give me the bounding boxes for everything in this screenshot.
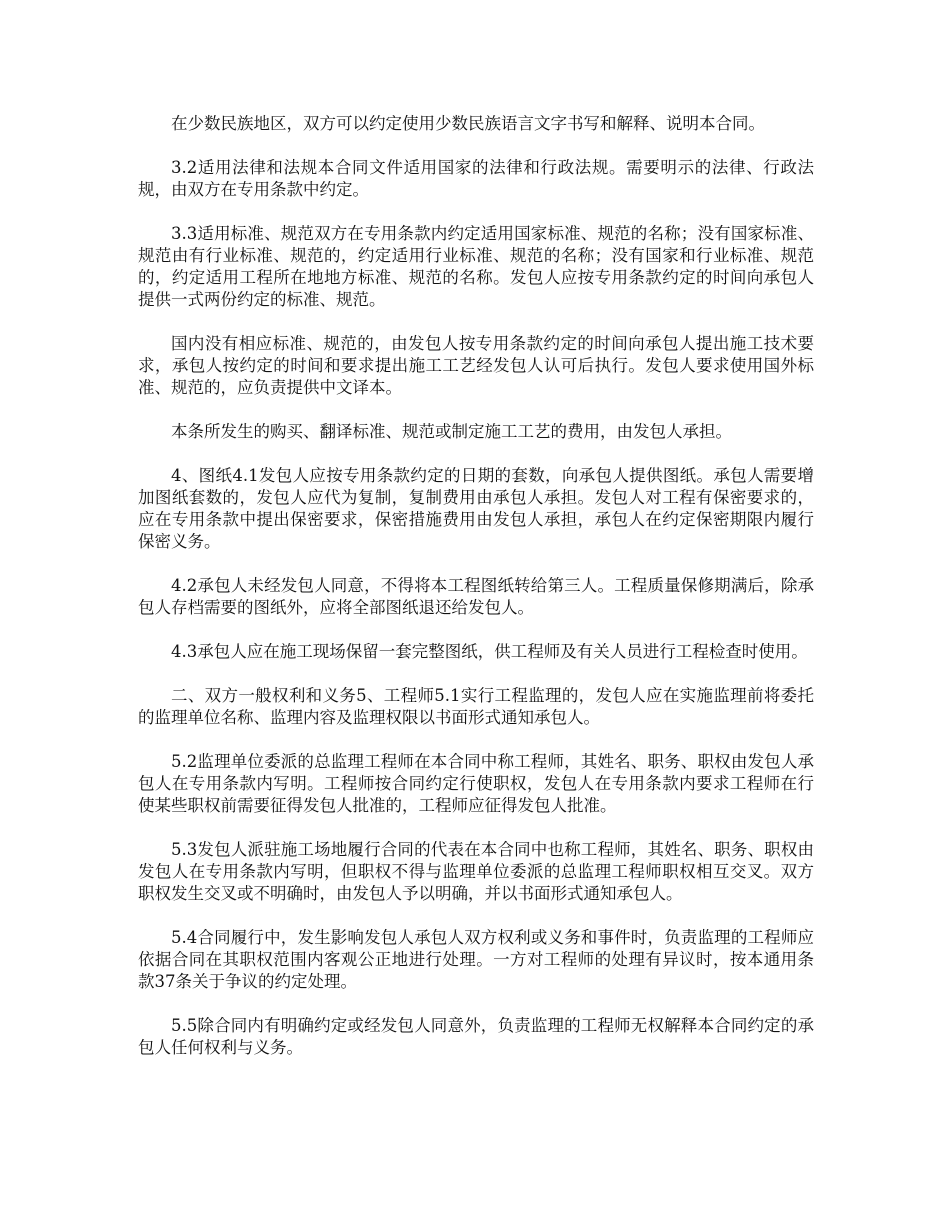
document-body bbox=[138, 113, 814, 1081]
paragraph-5-3: 5.3发包人派驻施工场地履行合同的代表在本合同中也称工程师，其姓名、职务、职权由发包人在专用条款内写明，但职权不得与监理单位委派的总监理工程师职权相互交叉。双方职权发生交叉或不明确时，由发包人予以明确，并以书面形式通知承包人。 bbox=[138, 840, 814, 903]
paragraph-4-2: 4.2承包人未经发包人同意，不得将本工程图纸转给第三人。工程质量保修期满后，除承包人存档需要的图纸外，应将全部图纸退还给发包人。 bbox=[138, 576, 814, 617]
paragraph-5-1: 二、双方一般权利和义务5、工程师5.1实行工程监理的，发包人应在实施监理前将委托的监理单位名称、监理内容及监理权限以书面形式通知承包人。 bbox=[138, 686, 814, 727]
paragraph-standard-costs: 本条所发生的购买、翻译标准、规范或制定施工工艺的费用，由发包人承担。 bbox=[171, 422, 732, 441]
paragraph-no-domestic-standard: 国内没有相应标准、规范的，由发包人按专用条款约定的时间向承包人提出施工技术要求，承包人按约定的时间和要求提出施工工艺经发包人认可后执行。发包人要求使用国外标准、规范的，应负责提供中文译本。 bbox=[138, 334, 814, 397]
paragraph-4-1: 4、图纸4.1发包人应按专用条款约定的日期的套数，向承包人提供图纸。承包人需要增加图纸套数的，发包人应代为复制，复制费用由承包人承担。发包人对工程有保密要求的，应在专用条款中提出保密要求，保密措施费用由发包人承担，承包人在约定保密期限内履行保密义务。 bbox=[138, 466, 814, 551]
paragraph-3-2: 3.2适用法律和法规本合同文件适用国家的法律和行政法规。需要明示的法律、行政法规，由双方在专用条款中约定。 bbox=[138, 158, 814, 199]
paragraph-5-5: 5.5除合同内有明确约定或经发包人同意外，负责监理的工程师无权解释本合同约定的承包人任何权利与义务。 bbox=[138, 1016, 814, 1057]
paragraph-5-2: 5.2监理单位委派的总监理工程师在本合同中称工程师，其姓名、职务、职权由发包人承包人在专用条款内写明。工程师按合同约定行使职权，发包人在专用条款内要求工程师在行使某些职权前需要征得发包人批准的，工程师应征得发包人批准。 bbox=[138, 752, 814, 815]
paragraph-4-3: 4.3承包人应在施工现场保留一套完整图纸，供工程师及有关人员进行工程检查时使用。 bbox=[171, 642, 808, 661]
paragraph-5-4: 5.4合同履行中，发生影响发包人承包人双方权利或义务和事件时，负责监理的工程师应依据合同在其职权范围内客观公正地进行处理。一方对工程师的处理有异议时，按本通用条款37条关于争议的约定处理。 bbox=[138, 928, 814, 991]
paragraph-minority-language: 在少数民族地区，双方可以约定使用少数民族语言文字书写和解释、说明本合同。 bbox=[171, 114, 765, 133]
paragraph-3-3: 3.3适用标准、规范双方在专用条款内约定适用国家标准、规范的名称；没有国家标准、规范由有行业标准、规范的，约定适用行业标准、规范的名称；没有国家和行业标准、规范的，约定适用工程所在地地方标准、规范的名称。发包人应按专用条款约定的时间向承包人提供一式两份约定的标准、规范。 bbox=[138, 224, 814, 309]
